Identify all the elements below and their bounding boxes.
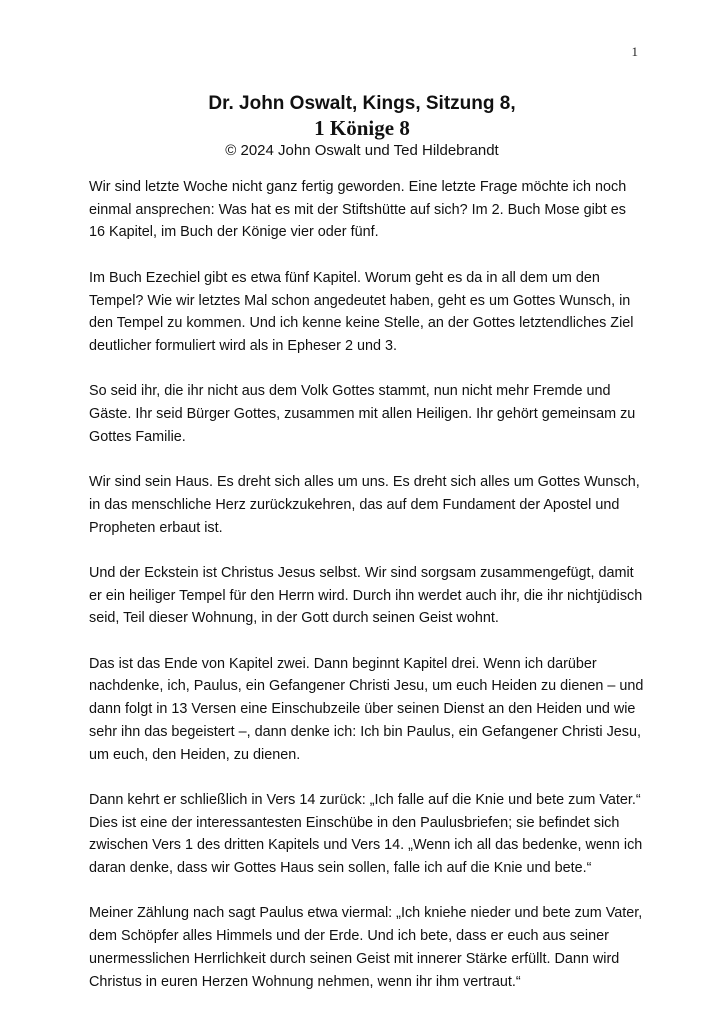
paragraph: So seid ihr, die ihr nicht aus dem Volk Gottes stammt, nun nicht mehr Fremde und Gäste. Ihr seid Bürger Gottes, zusammen mit allen Heiligen. Ihr gehört gemeinsam zu Gottes Familie. [89,383,636,445]
paragraph: Wir sind letzte Woche nicht ganz fertig geworden. Eine letzte Frage möchte ich noch einmal ansprechen: Was hat es mit der Stiftshütte auf sich? Im 2. Buch Mose gibt es 16 Kapitel, im Buch der Könige vier oder fünf. [89,179,627,241]
document-title: Dr. John Oswalt, Kings, Sitzung 8, [208,93,516,114]
paragraph: Das ist das Ende von Kapitel zwei. Dann beginnt Kapitel drei. Wenn ich darüber nachdenke, ich, Paulus, ein Gefangener Christi Jesu, um euch Heiden zu dienen – und dann folgt in 13 Versen eine Einschubzeile über seinen Dienst an den Heiden und wie sehr ihn das begeistert –, dann denke ich: Ich bin Paulus, ein Gefangener Christi Jesu, um euch, den Heiden, zu dienen. [89,655,644,763]
paragraph: Und der Eckstein ist Christus Jesus selbst. Wir sind sorgsam zusammengefügt, damit er ein heiliger Tempel für den Herrn wird. Durch ihn werdet auch ihr, die ihr nichtjüdisch seid, Teil dieser Wohnung, in der Gott durch seinen Geist wohnt. [89,564,643,627]
page-number: 1 [631,44,638,59]
document-header [0,92,724,162]
document-subtitle: 1 Könige 8 [314,116,410,140]
copyright-line: © 2024 John Oswalt und Ted Hildebrandt [225,142,499,159]
paragraph: Meiner Zählung nach sagt Paulus etwa viermal: „Ich kniehe nieder und bete zum Vater, dem Schöpfer alles Himmels und der Erde. Und ich bete, dass er euch aus seiner unermesslichen Herrlichkeit durch seinen Geist mit innerer Stärke erfüllt. Dann wird Christus in euren Herzen Wohnung nehmen, wenn ihr ihm vertraut.“ [89,905,643,990]
document-body [89,176,645,1016]
paragraph: Wir sind sein Haus. Es dreht sich alles um uns. Es dreht sich alles um Gottes Wunsch, in das menschliche Herz zurückzukehren, das auf dem Fundament der Apostel und Propheten erbaut ist. [89,474,640,536]
paragraph: Im Buch Ezechiel gibt es etwa fünf Kapitel. Worum geht es da in all dem um den Tempel? Wie wir letztes Mal schon angedeutet haben, geht es um Gottes Wunsch, in den Tempel zu kommen. Und ich kenne keine Stelle, an der Gottes letztendliches Ziel deutlicher formuliert wird als in Epheser 2 und 3. [89,269,634,354]
paragraph: Dann kehrt er schließlich in Vers 14 zurück: „Ich falle auf die Knie und bete zum Vater.“ Dies ist eine der interessantesten Einschübe in den Paulusbriefen; sie befindet sich zwischen Vers 1 des dritten Kapitels und Vers 14. „Wenn ich all das bedenke, wenn ich daran denke, dass wir Gottes Haus sein sollen, falle ich auf die Knie und bete.“ [89,791,643,876]
